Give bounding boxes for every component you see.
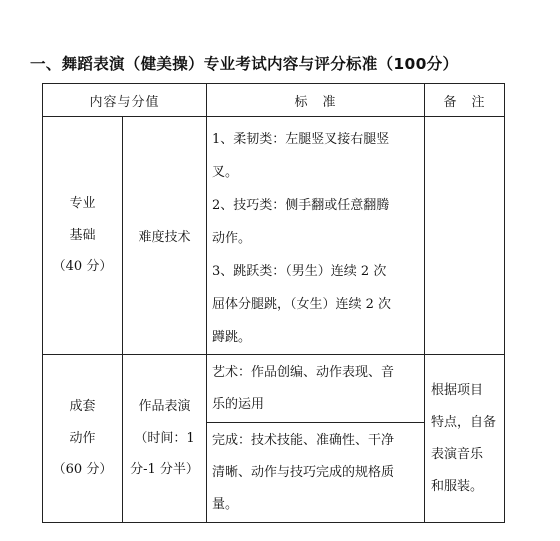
- note-line: 表演音乐: [431, 446, 484, 462]
- header-row: [43, 84, 505, 117]
- category-cell: [43, 355, 123, 523]
- note-line: 特点，自备: [431, 414, 497, 430]
- category-cell: [43, 117, 123, 355]
- category-line: （60 分）: [52, 462, 113, 478]
- note-line: 根据项目: [431, 382, 484, 398]
- completion-line: 量。: [212, 496, 239, 512]
- header-note: 备 注: [425, 84, 505, 117]
- standard-line: 动作。: [212, 231, 252, 246]
- standard-cell: [207, 117, 425, 355]
- item-cell: 难度技术: [123, 117, 207, 355]
- page-title: 一、舞蹈表演（健美操）专业考试内容与评分标准（100分）: [30, 55, 459, 73]
- art-cell: [207, 355, 425, 423]
- note-line: 和服装。: [431, 478, 484, 494]
- category-line: （40 分）: [52, 259, 113, 275]
- category-line: 专业: [69, 196, 96, 212]
- scoring-table: [42, 83, 505, 523]
- header-content: 内容与分值: [43, 84, 207, 117]
- standard-line: 1、柔韧类：左腿竖叉接右腿竖: [212, 132, 390, 147]
- table-row: [43, 117, 505, 355]
- table-row: [43, 355, 505, 423]
- completion-line: 清晰、动作与技巧完成的规格质: [212, 464, 395, 480]
- item-cell: [123, 355, 207, 523]
- header-standard: 标 准: [207, 84, 425, 117]
- category-line: 成套: [69, 399, 96, 415]
- item-line: 分-1 分半）: [130, 462, 199, 478]
- standard-line: 蹲跳。: [212, 330, 252, 345]
- completion-line: 完成：技术技能、准确性、干净: [212, 432, 395, 448]
- note-cell: [425, 117, 505, 355]
- art-line: 乐的运用: [212, 396, 265, 412]
- item-line: （时间：1: [134, 430, 195, 446]
- standard-line: 叉。: [212, 165, 239, 180]
- note-cell: [425, 355, 505, 523]
- category-line: 基础: [69, 227, 96, 243]
- item-line: 作品表演: [138, 399, 191, 415]
- category-line: 动作: [69, 430, 96, 446]
- standard-line: 3、跳跃类：（男生）连续 2 次: [212, 264, 387, 279]
- completion-cell: [207, 423, 425, 523]
- standard-line: 屈体分腿跳，（女生）连续 2 次: [212, 297, 392, 312]
- standard-line: 2、技巧类：侧手翻或任意翻腾: [212, 198, 390, 213]
- art-line: 艺术：作品创编、动作表现、音: [212, 364, 395, 380]
